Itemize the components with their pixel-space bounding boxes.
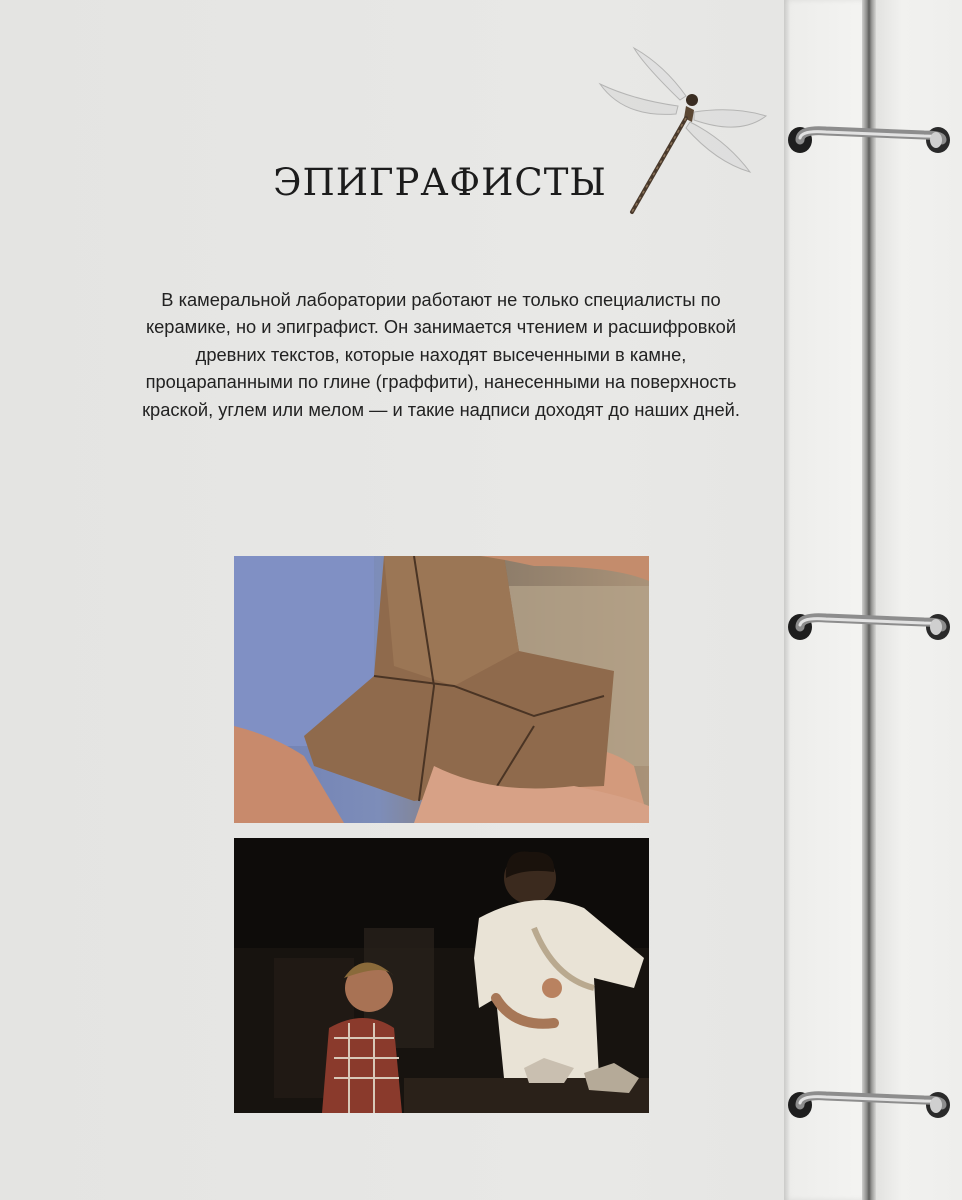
binder-ring-top — [786, 123, 954, 157]
dragonfly-icon — [594, 40, 770, 220]
body-paragraph: В камеральной лаборатории работают не только специалисты по керамике, но и эпиграфист. Он занимается чтением и расшифровкой древних текстов, которые находят высеченными в камне, процарапанными по глине (граффити), нанесенными на поверхность краской, углем или мелом — и такие надписи доходят до наших дней. — [142, 289, 740, 420]
binder-spine — [862, 0, 876, 1200]
photo-pottery-fragments — [234, 556, 649, 823]
photo-epigraphist-with-boy — [234, 838, 649, 1113]
page-title: ЭПИГРАФИСТЫ — [273, 160, 607, 204]
binder-ring-bottom — [786, 1088, 954, 1122]
binder-back-page — [876, 0, 962, 1200]
binder-ring-middle — [786, 610, 954, 644]
